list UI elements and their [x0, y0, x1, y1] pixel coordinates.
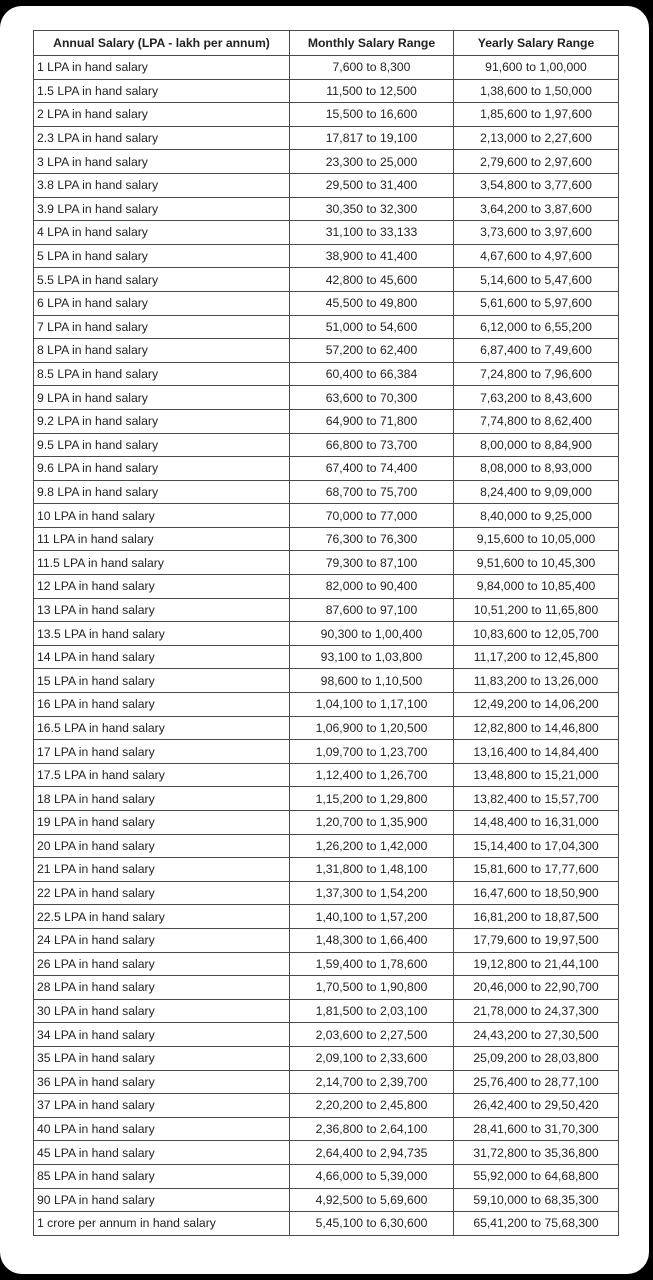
annual-salary-cell: 2 LPA in hand salary — [34, 103, 290, 127]
table-row — [34, 197, 619, 221]
annual-salary-cell: 9.5 LPA in hand salary — [34, 433, 290, 457]
monthly-range-cell: 51,000 to 54,600 — [290, 315, 454, 339]
yearly-range-cell: 25,76,400 to 28,77,100 — [454, 1070, 619, 1094]
monthly-range-cell: 60,400 to 66,384 — [290, 362, 454, 386]
annual-salary-cell: 1 LPA in hand salary — [34, 56, 290, 80]
yearly-range-cell: 15,14,400 to 17,04,300 — [454, 834, 619, 858]
table-row — [34, 834, 619, 858]
yearly-range-cell: 8,08,000 to 8,93,000 — [454, 457, 619, 481]
yearly-range-cell: 5,61,600 to 5,97,600 — [454, 291, 619, 315]
yearly-range-cell: 65,41,200 to 75,68,300 — [454, 1212, 619, 1236]
yearly-range-cell: 13,16,400 to 14,84,400 — [454, 740, 619, 764]
annual-salary-cell: 17 LPA in hand salary — [34, 740, 290, 764]
table-row — [34, 551, 619, 575]
annual-salary-cell: 45 LPA in hand salary — [34, 1141, 290, 1165]
monthly-range-cell: 1,70,500 to 1,90,800 — [290, 976, 454, 1000]
monthly-range-cell: 98,600 to 1,10,500 — [290, 669, 454, 693]
annual-salary-cell: 26 LPA in hand salary — [34, 952, 290, 976]
monthly-range-cell: 2,14,700 to 2,39,700 — [290, 1070, 454, 1094]
annual-salary-cell: 8 LPA in hand salary — [34, 339, 290, 363]
annual-salary-cell: 21 LPA in hand salary — [34, 858, 290, 882]
monthly-range-cell: 2,36,800 to 2,64,100 — [290, 1117, 454, 1141]
yearly-range-cell: 7,74,800 to 8,62,400 — [454, 409, 619, 433]
yearly-range-cell: 6,12,000 to 6,55,200 — [454, 315, 619, 339]
yearly-range-cell: 1,85,600 to 1,97,600 — [454, 103, 619, 127]
annual-salary-cell: 34 LPA in hand salary — [34, 1023, 290, 1047]
monthly-range-cell: 57,200 to 62,400 — [290, 339, 454, 363]
table-row — [34, 291, 619, 315]
monthly-range-cell: 1,40,100 to 1,57,200 — [290, 905, 454, 929]
annual-salary-cell: 9.2 LPA in hand salary — [34, 409, 290, 433]
yearly-range-cell: 28,41,600 to 31,70,300 — [454, 1117, 619, 1141]
monthly-range-cell: 1,12,400 to 1,26,700 — [290, 763, 454, 787]
monthly-range-cell: 1,81,500 to 2,03,100 — [290, 999, 454, 1023]
table-row — [34, 787, 619, 811]
monthly-range-cell: 1,04,100 to 1,17,100 — [290, 693, 454, 717]
annual-salary-cell: 22.5 LPA in hand salary — [34, 905, 290, 929]
monthly-range-cell: 2,03,600 to 2,27,500 — [290, 1023, 454, 1047]
annual-salary-cell: 2.3 LPA in hand salary — [34, 126, 290, 150]
table-row — [34, 811, 619, 835]
yearly-range-cell: 8,24,400 to 9,09,000 — [454, 480, 619, 504]
annual-salary-cell: 9.6 LPA in hand salary — [34, 457, 290, 481]
monthly-range-cell: 1,48,300 to 1,66,400 — [290, 928, 454, 952]
monthly-range-cell: 17,817 to 19,100 — [290, 126, 454, 150]
annual-salary-cell: 12 LPA in hand salary — [34, 575, 290, 599]
table-row — [34, 1164, 619, 1188]
annual-salary-cell: 11.5 LPA in hand salary — [34, 551, 290, 575]
monthly-range-cell: 42,800 to 45,600 — [290, 268, 454, 292]
table-row — [34, 1212, 619, 1236]
monthly-range-cell: 7,600 to 8,300 — [290, 56, 454, 80]
monthly-range-cell: 93,100 to 1,03,800 — [290, 645, 454, 669]
yearly-range-cell: 13,82,400 to 15,57,700 — [454, 787, 619, 811]
table-row — [34, 386, 619, 410]
monthly-range-cell: 45,500 to 49,800 — [290, 291, 454, 315]
annual-salary-cell: 13.5 LPA in hand salary — [34, 622, 290, 646]
monthly-range-cell: 11,500 to 12,500 — [290, 79, 454, 103]
yearly-range-cell: 3,73,600 to 3,97,600 — [454, 221, 619, 245]
monthly-range-cell: 31,100 to 33,133 — [290, 221, 454, 245]
yearly-range-cell: 16,81,200 to 18,87,500 — [454, 905, 619, 929]
monthly-range-cell: 2,20,200 to 2,45,800 — [290, 1094, 454, 1118]
table-row — [34, 56, 619, 80]
monthly-range-cell: 67,400 to 74,400 — [290, 457, 454, 481]
header-annual-salary: Annual Salary (LPA - lakh per annum) — [34, 31, 290, 56]
annual-salary-cell: 85 LPA in hand salary — [34, 1164, 290, 1188]
yearly-range-cell: 10,83,600 to 12,05,700 — [454, 622, 619, 646]
table-row — [34, 409, 619, 433]
monthly-range-cell: 4,66,000 to 5,39,000 — [290, 1164, 454, 1188]
table-row — [34, 598, 619, 622]
table-row — [34, 433, 619, 457]
yearly-range-cell: 8,40,000 to 9,25,000 — [454, 504, 619, 528]
yearly-range-cell: 8,00,000 to 8,84,900 — [454, 433, 619, 457]
table-row — [34, 763, 619, 787]
table-row — [34, 669, 619, 693]
table-row — [34, 645, 619, 669]
monthly-range-cell: 1,09,700 to 1,23,700 — [290, 740, 454, 764]
annual-salary-cell: 10 LPA in hand salary — [34, 504, 290, 528]
annual-salary-cell: 20 LPA in hand salary — [34, 834, 290, 858]
monthly-range-cell: 15,500 to 16,600 — [290, 103, 454, 127]
annual-salary-cell: 5 LPA in hand salary — [34, 244, 290, 268]
annual-salary-cell: 3 LPA in hand salary — [34, 150, 290, 174]
yearly-range-cell: 14,48,400 to 16,31,000 — [454, 811, 619, 835]
annual-salary-cell: 30 LPA in hand salary — [34, 999, 290, 1023]
yearly-range-cell: 3,64,200 to 3,87,600 — [454, 197, 619, 221]
yearly-range-cell: 10,51,200 to 11,65,800 — [454, 598, 619, 622]
header-monthly-range: Monthly Salary Range — [290, 31, 454, 56]
yearly-range-cell: 3,54,800 to 3,77,600 — [454, 173, 619, 197]
table-row — [34, 1188, 619, 1212]
table-row — [34, 575, 619, 599]
yearly-range-cell: 9,84,000 to 10,85,400 — [454, 575, 619, 599]
yearly-range-cell: 9,15,600 to 10,05,000 — [454, 527, 619, 551]
table-row — [34, 362, 619, 386]
table-row — [34, 881, 619, 905]
annual-salary-cell: 9 LPA in hand salary — [34, 386, 290, 410]
table-row — [34, 976, 619, 1000]
yearly-range-cell: 2,13,000 to 2,27,600 — [454, 126, 619, 150]
annual-salary-cell: 3.9 LPA in hand salary — [34, 197, 290, 221]
table-row — [34, 1094, 619, 1118]
yearly-range-cell: 11,17,200 to 12,45,800 — [454, 645, 619, 669]
annual-salary-cell: 7 LPA in hand salary — [34, 315, 290, 339]
monthly-range-cell: 1,20,700 to 1,35,900 — [290, 811, 454, 835]
yearly-range-cell: 12,82,800 to 14,46,800 — [454, 716, 619, 740]
annual-salary-cell: 24 LPA in hand salary — [34, 928, 290, 952]
monthly-range-cell: 70,000 to 77,000 — [290, 504, 454, 528]
monthly-range-cell: 1,37,300 to 1,54,200 — [290, 881, 454, 905]
yearly-range-cell: 6,87,400 to 7,49,600 — [454, 339, 619, 363]
monthly-range-cell: 79,300 to 87,100 — [290, 551, 454, 575]
yearly-range-cell: 24,43,200 to 27,30,500 — [454, 1023, 619, 1047]
yearly-range-cell: 59,10,000 to 68,35,300 — [454, 1188, 619, 1212]
table-row — [34, 126, 619, 150]
yearly-range-cell: 25,09,200 to 28,03,800 — [454, 1046, 619, 1070]
monthly-range-cell: 4,92,500 to 5,69,600 — [290, 1188, 454, 1212]
annual-salary-cell: 40 LPA in hand salary — [34, 1117, 290, 1141]
yearly-range-cell: 7,63,200 to 8,43,600 — [454, 386, 619, 410]
table-row — [34, 315, 619, 339]
table-row — [34, 480, 619, 504]
annual-salary-cell: 3.8 LPA in hand salary — [34, 173, 290, 197]
monthly-range-cell: 68,700 to 75,700 — [290, 480, 454, 504]
yearly-range-cell: 2,79,600 to 2,97,600 — [454, 150, 619, 174]
table-row — [34, 999, 619, 1023]
annual-salary-cell: 9.8 LPA in hand salary — [34, 480, 290, 504]
table-row — [34, 244, 619, 268]
table-row — [34, 79, 619, 103]
annual-salary-cell: 35 LPA in hand salary — [34, 1046, 290, 1070]
monthly-range-cell: 87,600 to 97,100 — [290, 598, 454, 622]
table-row — [34, 504, 619, 528]
yearly-range-cell: 20,46,000 to 22,90,700 — [454, 976, 619, 1000]
yearly-range-cell: 13,48,800 to 15,21,000 — [454, 763, 619, 787]
annual-salary-cell: 36 LPA in hand salary — [34, 1070, 290, 1094]
monthly-range-cell: 1,26,200 to 1,42,000 — [290, 834, 454, 858]
annual-salary-cell: 37 LPA in hand salary — [34, 1094, 290, 1118]
annual-salary-cell: 18 LPA in hand salary — [34, 787, 290, 811]
table-row — [34, 622, 619, 646]
annual-salary-cell: 14 LPA in hand salary — [34, 645, 290, 669]
monthly-range-cell: 1,31,800 to 1,48,100 — [290, 858, 454, 882]
monthly-range-cell: 1,15,200 to 1,29,800 — [290, 787, 454, 811]
monthly-range-cell: 30,350 to 32,300 — [290, 197, 454, 221]
monthly-range-cell: 2,64,400 to 2,94,735 — [290, 1141, 454, 1165]
monthly-range-cell: 66,800 to 73,700 — [290, 433, 454, 457]
monthly-range-cell: 76,300 to 76,300 — [290, 527, 454, 551]
monthly-range-cell: 29,500 to 31,400 — [290, 173, 454, 197]
yearly-range-cell: 31,72,800 to 35,36,800 — [454, 1141, 619, 1165]
yearly-range-cell: 26,42,400 to 29,50,420 — [454, 1094, 619, 1118]
monthly-range-cell: 23,300 to 25,000 — [290, 150, 454, 174]
yearly-range-cell: 7,24,800 to 7,96,600 — [454, 362, 619, 386]
yearly-range-cell: 17,79,600 to 19,97,500 — [454, 928, 619, 952]
table-row — [34, 1070, 619, 1094]
header-row — [34, 31, 619, 56]
monthly-range-cell: 5,45,100 to 6,30,600 — [290, 1212, 454, 1236]
table-row — [34, 905, 619, 929]
annual-salary-cell: 15 LPA in hand salary — [34, 669, 290, 693]
annual-salary-cell: 4 LPA in hand salary — [34, 221, 290, 245]
annual-salary-cell: 11 LPA in hand salary — [34, 527, 290, 551]
yearly-range-cell: 9,51,600 to 10,45,300 — [454, 551, 619, 575]
table-row — [34, 858, 619, 882]
annual-salary-cell: 13 LPA in hand salary — [34, 598, 290, 622]
table-row — [34, 527, 619, 551]
annual-salary-cell: 22 LPA in hand salary — [34, 881, 290, 905]
monthly-range-cell: 1,59,400 to 1,78,600 — [290, 952, 454, 976]
table-row — [34, 1023, 619, 1047]
table-row — [34, 952, 619, 976]
monthly-range-cell: 90,300 to 1,00,400 — [290, 622, 454, 646]
yearly-range-cell: 19,12,800 to 21,44,100 — [454, 952, 619, 976]
table-row — [34, 1141, 619, 1165]
annual-salary-cell: 5.5 LPA in hand salary — [34, 268, 290, 292]
table-row — [34, 103, 619, 127]
monthly-range-cell: 64,900 to 71,800 — [290, 409, 454, 433]
yearly-range-cell: 11,83,200 to 13,26,000 — [454, 669, 619, 693]
table-row — [34, 457, 619, 481]
annual-salary-cell: 16 LPA in hand salary — [34, 693, 290, 717]
header-yearly-range: Yearly Salary Range — [454, 31, 619, 56]
table-row — [34, 150, 619, 174]
yearly-range-cell: 16,47,600 to 18,50,900 — [454, 881, 619, 905]
table-row — [34, 928, 619, 952]
table-row — [34, 1046, 619, 1070]
monthly-range-cell: 63,600 to 70,300 — [290, 386, 454, 410]
annual-salary-cell: 1.5 LPA in hand salary — [34, 79, 290, 103]
yearly-range-cell: 21,78,000 to 24,37,300 — [454, 999, 619, 1023]
yearly-range-cell: 91,600 to 1,00,000 — [454, 56, 619, 80]
annual-salary-cell: 8.5 LPA in hand salary — [34, 362, 290, 386]
yearly-range-cell: 4,67,600 to 4,97,600 — [454, 244, 619, 268]
table-row — [34, 693, 619, 717]
annual-salary-cell: 16.5 LPA in hand salary — [34, 716, 290, 740]
monthly-range-cell: 2,09,100 to 2,33,600 — [290, 1046, 454, 1070]
annual-salary-cell: 1 crore per annum in hand salary — [34, 1212, 290, 1236]
table-row — [34, 173, 619, 197]
annual-salary-cell: 6 LPA in hand salary — [34, 291, 290, 315]
document-card — [0, 6, 649, 1274]
table-row — [34, 740, 619, 764]
yearly-range-cell: 12,49,200 to 14,06,200 — [454, 693, 619, 717]
annual-salary-cell: 90 LPA in hand salary — [34, 1188, 290, 1212]
monthly-range-cell: 38,900 to 41,400 — [290, 244, 454, 268]
yearly-range-cell: 15,81,600 to 17,77,600 — [454, 858, 619, 882]
annual-salary-cell: 28 LPA in hand salary — [34, 976, 290, 1000]
table-row — [34, 339, 619, 363]
monthly-range-cell: 1,06,900 to 1,20,500 — [290, 716, 454, 740]
table-row — [34, 716, 619, 740]
yearly-range-cell: 1,38,600 to 1,50,000 — [454, 79, 619, 103]
table-body — [34, 56, 619, 1236]
table-row — [34, 1117, 619, 1141]
monthly-range-cell: 82,000 to 90,400 — [290, 575, 454, 599]
table-row — [34, 221, 619, 245]
salary-table — [33, 30, 619, 1236]
annual-salary-cell: 19 LPA in hand salary — [34, 811, 290, 835]
yearly-range-cell: 5,14,600 to 5,47,600 — [454, 268, 619, 292]
annual-salary-cell: 17.5 LPA in hand salary — [34, 763, 290, 787]
table-header — [34, 31, 619, 56]
table-row — [34, 268, 619, 292]
yearly-range-cell: 55,92,000 to 64,68,800 — [454, 1164, 619, 1188]
